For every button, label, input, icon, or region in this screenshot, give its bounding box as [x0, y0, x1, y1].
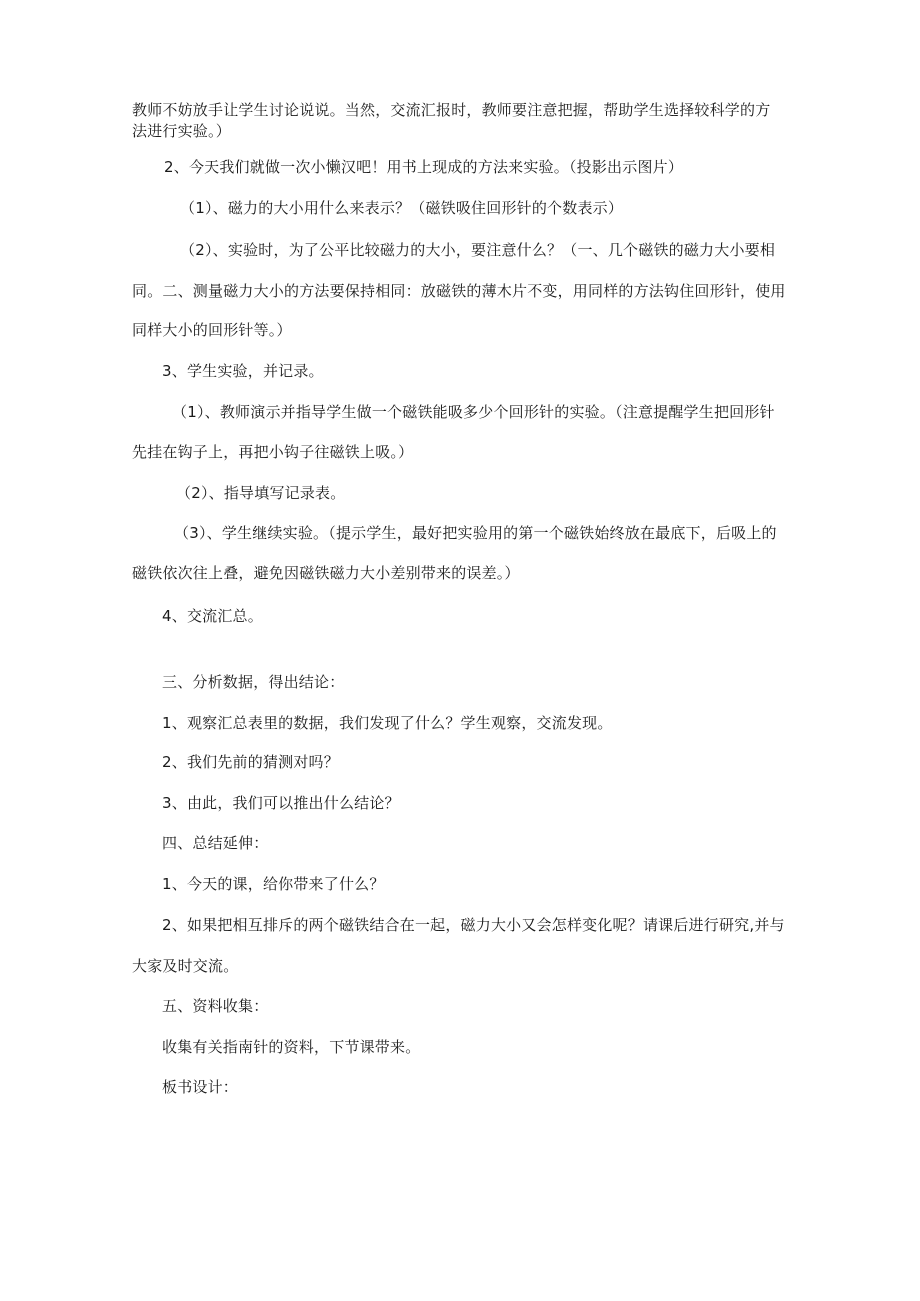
section-heading: 四、总结延伸： — [162, 834, 269, 852]
text-line: 2、如果把相互排斥的两个磁铁结合在一起，磁力大小又会怎样变化呢？请课后进行研究,并与 — [162, 916, 785, 934]
text-line: 法进行实验。） — [132, 122, 231, 140]
text-line: （2）、指导填写记录表。 — [176, 484, 346, 502]
text-line: 1、观察汇总表里的数据，我们发现了什么？学生观察，交流发现。 — [162, 714, 613, 732]
section-heading: 三、分析数据，得出结论： — [162, 673, 345, 691]
text-line: （2）、实验时，为了公平比较磁力的大小，要注意什么？（一、几个磁铁的磁力大小要相 — [180, 241, 776, 259]
text-line: 板书设计： — [162, 1078, 239, 1096]
text-line: 2、今天我们就做一次小懒汉吧！用书上现成的方法来实验。（投影出示图片） — [164, 158, 684, 176]
text-line: 3、由此，我们可以推出什么结论？ — [162, 794, 400, 812]
text-line: 大家及时交流。 — [132, 957, 239, 975]
text-line: 同。二、测量磁力大小的方法要保持相同：放磁铁的薄木片不变，用同样的方法钩住回形针，使用 — [132, 282, 786, 300]
section-heading: 五、资料收集： — [162, 997, 269, 1015]
text-line: 先挂在钩子上，再把小钩子往磁铁上吸。） — [132, 443, 414, 461]
text-line: 收集有关指南针的资料，下节课带来。 — [162, 1038, 421, 1056]
text-line: 4、交流汇总。 — [162, 607, 263, 625]
text-line: 1、今天的课，给你带来了什么？ — [162, 875, 385, 893]
text-line: （3）、学生继续实验。（提示学生，最好把实验用的第一个磁铁始终放在最底下，后吸上的 — [174, 524, 777, 542]
text-line: 教师不妨放手让学生讨论说说。当然，交流汇报时，教师要注意把握，帮助学生选择较科学的方 — [132, 101, 771, 119]
text-line: 2、我们先前的猜测对吗？ — [162, 753, 339, 771]
text-line: （1）、教师演示并指导学生做一个磁铁能吸多少个回形针的实验。（注意提醒学生把回形针 — [172, 403, 775, 421]
text-line: 3、学生实验，并记录。 — [162, 362, 324, 380]
text-line: （1）、磁力的大小用什么来表示？（磁铁吸住回形针的个数表示） — [180, 199, 624, 217]
text-line: 磁铁依次往上叠，避免因磁铁磁力大小差别带来的误差。） — [132, 564, 520, 582]
text-line: 同样大小的回形针等。） — [132, 321, 292, 339]
